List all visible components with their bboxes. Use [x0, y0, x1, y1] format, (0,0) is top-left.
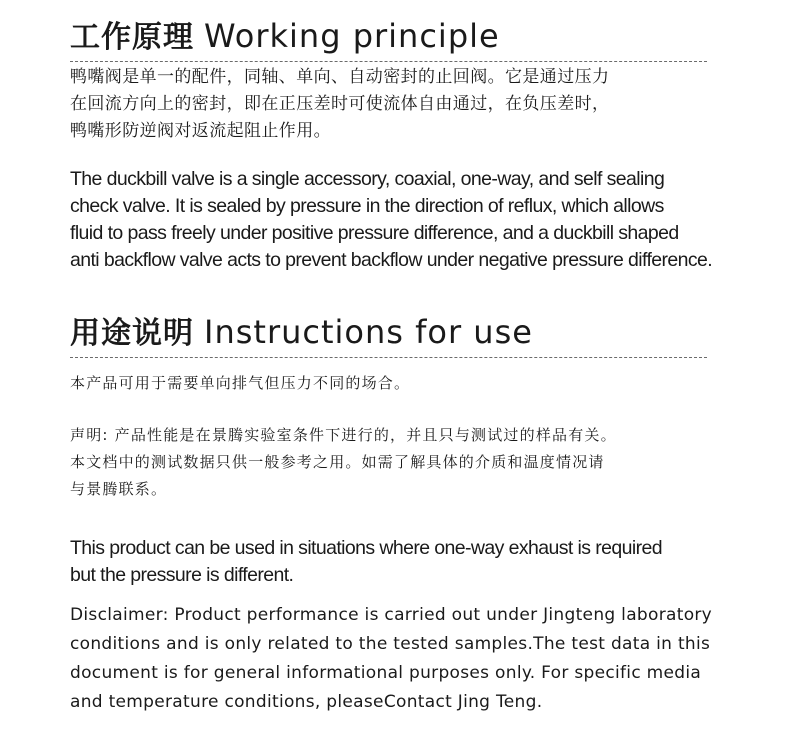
text-line: 本文档中的测试数据只供一般参考之用。如需了解具体的介质和温度情况请: [70, 453, 605, 471]
working-principle-title: [70, 17, 500, 55]
text-line: Disclaimer: Product performance is carried out under Jingteng laboratory: [70, 605, 713, 625]
instructions-en-disclaimer: [70, 601, 712, 717]
instructions-title: [70, 313, 533, 351]
working-principle-zh-text: [70, 64, 609, 145]
working-principle-en-text: [70, 166, 712, 274]
text-line: and temperature conditions, pleaseContact Jing Teng.: [70, 692, 543, 712]
text-line: 与景腾联系。: [70, 480, 168, 498]
instructions-en-usage: [70, 535, 662, 589]
instructions-divider: [70, 357, 707, 358]
working-principle-title-en: Working principle: [204, 17, 500, 55]
text-line: fluid to pass freely under positive pressure difference, and a duckbill shaped: [70, 222, 679, 244]
working-principle-title-zh: 工作原理: [70, 20, 194, 55]
text-line: 鸭嘴形防逆阀对返流起阻止作用。: [70, 121, 331, 141]
text-line: but the pressure is different.: [70, 564, 294, 586]
instructions-zh-usage: [70, 370, 410, 397]
instructions-zh-disclaimer: [70, 422, 617, 503]
text-line: 鸭嘴阀是单一的配件，同轴、单向、自动密封的止回阀。它是通过压力: [70, 67, 610, 87]
working-principle-divider: [70, 61, 707, 62]
text-line: document is for general informational purposes only. For specific media: [70, 663, 702, 683]
text-line: anti backflow valve acts to prevent backflow under negative pressure difference.: [70, 249, 713, 271]
instructions-title-en: Instructions for use: [204, 313, 533, 351]
text-line: 本产品可用于需要单向排气但压力不同的场合。: [70, 374, 411, 392]
text-line: conditions and is only related to the tested samples.The test data in this: [70, 634, 711, 654]
text-line: The duckbill valve is a single accessory, coaxial, one-way, and self sealing: [70, 168, 665, 190]
text-line: 声明: 产品性能是在景腾实验室条件下进行的，并且只与测试过的样品有关。: [70, 426, 617, 444]
instructions-title-zh: 用途说明: [70, 316, 194, 351]
text-line: This product can be used in situations where one-way exhaust is required: [70, 537, 662, 559]
text-line: check valve. It is sealed by pressure in the direction of reflux, which allows: [70, 195, 664, 217]
text-line: 在回流方向上的密封，即在正压差时可使流体自由通过，在负压差时，: [70, 94, 610, 114]
